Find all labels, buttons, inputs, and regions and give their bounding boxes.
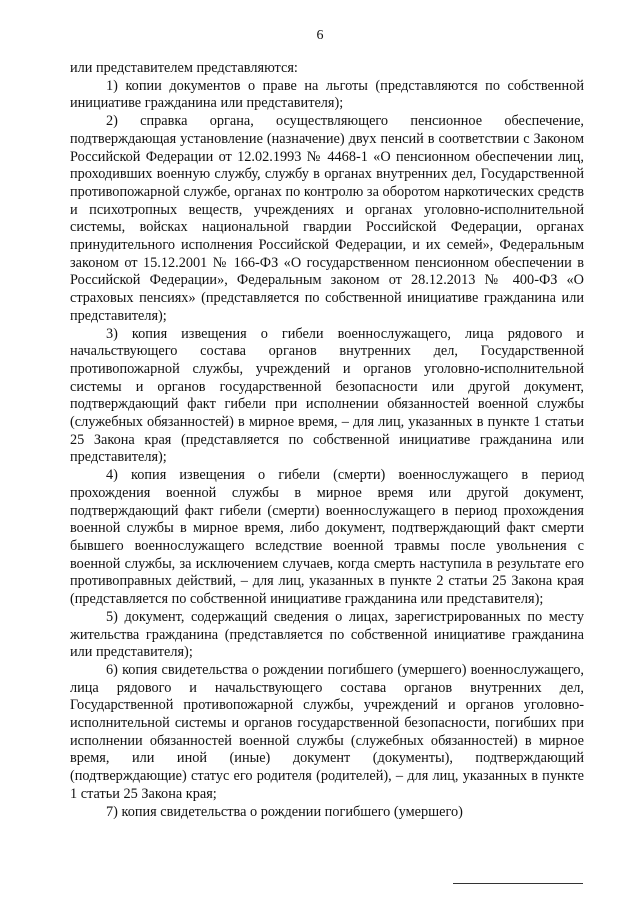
document-body — [70, 60, 584, 821]
list-item-6: 6) копия свидетельства о рождении погибшего (умершего) военнослужащего, лица рядового и начальствующего состава органов внутренних дел, Государственной противопожарной службы, учреждений и органов уголовно-исполнительной системы и органов государственной безопасности, погибших при исполнении обязанностей военной службы (служебных обязанностей) в мирное время, или иной (иные) документ (документы), подтверждающий (подтверждающие) статус его родителя (родителей), – для лиц, указанных в пункте 1 статьи 25 Закона края; — [70, 661, 584, 802]
list-item-7: 7) копия свидетельства о рождении погибшего (умершего) — [106, 803, 463, 820]
list-item-5: 5) документ, содержащий сведения о лицах, зарегистрированных по месту жительства гражданина (представляется по собственной инициативе гражданина или представителя); — [70, 608, 584, 661]
intro-line: или представителем представляются: — [70, 60, 298, 76]
list-item-3: 3) копия извещения о гибели военнослужащего, лица рядового и начальствующего состава органов внутренних дел, Государственной противопожарной службы, учреждений и органов уголовно-исполнительной системы и органов государственной безопасности или другой документ, подтверждающий факт гибели при исполнении обязанностей военной службы (служебных обязанностей) в мирное время, – для лиц, указанных в пункте 1 статьи 25 Закона края (представляется по собственной инициативе гражданина или представителя); — [70, 325, 584, 466]
list-item-4: 4) копия извещения о гибели (смерти) военнослужащего в период прохождения военной службы в мирное время или другой документ, подтверждающий факт гибели (смерти) военнослужащего в период прохождения военной службы в мирное время, либо документ, подтверждающий факт смерти бывшего военнослужащего вследствие военной травмы после увольнения с военной службы, за исключением случаев, когда смерть наступила в результате его противоправных действий, – для лиц, указанных в пункте 2 статьи 25 Закона края (представляется по собственной инициативе гражданина или представителя); — [70, 467, 584, 608]
list-item-2: 2) справка органа, осуществляющего пенсионное обеспечение, подтверждающая установление (назначение) двух пенсий в соответствии с Законом Российской Федерации от 12.02.1993 № 4468-1 «О пенсионном обеспечении лиц, проходивших военную службу, службу в органах внутренних дел, Государственной противопожарной службе, органах по контролю за оборотом наркотических средств и психотропных веществ, учреждениях и органах уголовно-исполнительной системы, войсках национальной гвардии Российской Федерации, органах принудительного исполнения Российской Федерации, и их семей», Федеральным законом от 15.12.2001 № 166-ФЗ «О государственном пенсионном обеспечении в Российской Федерации», Федеральным законом от 28.12.2013 № 400-ФЗ «О страховых пенсиях» (представляется по собственной инициативе гражданина или представителя); — [70, 113, 584, 324]
list-item-1: 1) копии документов о праве на льготы (представляются по собственной инициативе гражданина или представителя); — [70, 77, 584, 112]
footer-divider — [453, 883, 583, 884]
page-number: 6 — [316, 28, 324, 43]
